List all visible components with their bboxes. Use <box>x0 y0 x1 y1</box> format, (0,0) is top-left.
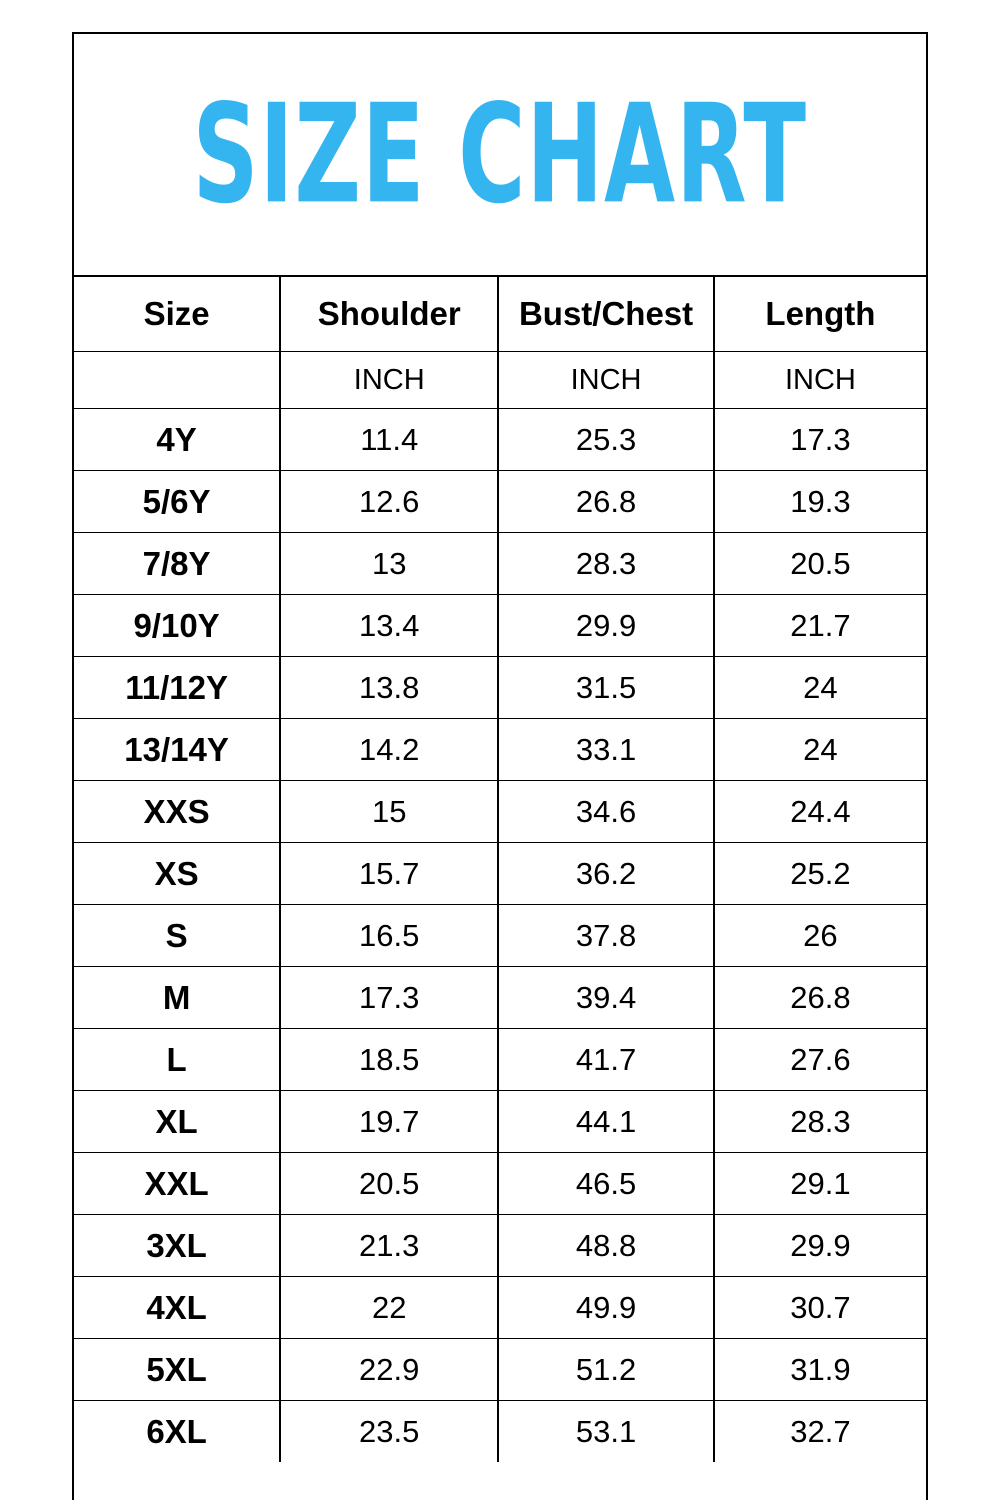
cell-size: 3XL <box>74 1215 280 1277</box>
cell-bust: 33.1 <box>498 719 714 781</box>
table-row <box>74 533 926 595</box>
cell-length: 26.8 <box>714 967 926 1029</box>
column-header-bust-chest: Bust/Chest <box>498 277 714 352</box>
cell-bust: 29.9 <box>498 595 714 657</box>
cell-shoulder: 17.3 <box>280 967 498 1029</box>
cell-length: 26 <box>714 905 926 967</box>
cell-length: 29.1 <box>714 1153 926 1215</box>
table-row <box>74 1215 926 1277</box>
size-chart-card <box>72 32 928 1500</box>
cell-bust: 36.2 <box>498 843 714 905</box>
cell-length: 28.3 <box>714 1091 926 1153</box>
table-row <box>74 967 926 1029</box>
cell-size: 5XL <box>74 1339 280 1401</box>
cell-shoulder: 13.8 <box>280 657 498 719</box>
cell-size: 4Y <box>74 409 280 471</box>
table-row <box>74 1277 926 1339</box>
table-row <box>74 719 926 781</box>
cell-length: 21.7 <box>714 595 926 657</box>
cell-shoulder: 19.7 <box>280 1091 498 1153</box>
cell-size: XXS <box>74 781 280 843</box>
column-header-size: Size <box>74 277 280 352</box>
cell-size: XL <box>74 1091 280 1153</box>
cell-bust: 51.2 <box>498 1339 714 1401</box>
cell-size: 9/10Y <box>74 595 280 657</box>
cell-length: 25.2 <box>714 843 926 905</box>
cell-size: 7/8Y <box>74 533 280 595</box>
cell-length: 30.7 <box>714 1277 926 1339</box>
cell-bust: 41.7 <box>498 1029 714 1091</box>
cell-size: 11/12Y <box>74 657 280 719</box>
column-header-length: Length <box>714 277 926 352</box>
cell-shoulder: 20.5 <box>280 1153 498 1215</box>
table-row <box>74 843 926 905</box>
table-units-row <box>74 352 926 409</box>
cell-shoulder: 15.7 <box>280 843 498 905</box>
cell-bust: 49.9 <box>498 1277 714 1339</box>
table-row <box>74 781 926 843</box>
cell-length: 17.3 <box>714 409 926 471</box>
cell-size: L <box>74 1029 280 1091</box>
cell-shoulder: 21.3 <box>280 1215 498 1277</box>
cell-length: 19.3 <box>714 471 926 533</box>
cell-length: 32.7 <box>714 1401 926 1463</box>
cell-length: 24 <box>714 719 926 781</box>
cell-shoulder: 11.4 <box>280 409 498 471</box>
cell-size: 13/14Y <box>74 719 280 781</box>
title-area <box>74 34 926 277</box>
unit-cell-size <box>74 352 280 409</box>
column-header-shoulder: Shoulder <box>280 277 498 352</box>
page-title: SIZE CHART <box>192 75 808 234</box>
size-chart-table <box>74 277 926 1462</box>
cell-size: 5/6Y <box>74 471 280 533</box>
table-body <box>74 352 926 1463</box>
cell-bust: 25.3 <box>498 409 714 471</box>
unit-cell-bust-chest: INCH <box>498 352 714 409</box>
table-row <box>74 905 926 967</box>
cell-shoulder: 22.9 <box>280 1339 498 1401</box>
cell-size: XXL <box>74 1153 280 1215</box>
cell-shoulder: 13.4 <box>280 595 498 657</box>
cell-bust: 48.8 <box>498 1215 714 1277</box>
cell-shoulder: 13 <box>280 533 498 595</box>
cell-shoulder: 14.2 <box>280 719 498 781</box>
cell-bust: 46.5 <box>498 1153 714 1215</box>
cell-size: S <box>74 905 280 967</box>
unit-cell-shoulder: INCH <box>280 352 498 409</box>
cell-bust: 34.6 <box>498 781 714 843</box>
cell-length: 27.6 <box>714 1029 926 1091</box>
cell-size: 6XL <box>74 1401 280 1463</box>
table-row <box>74 1029 926 1091</box>
unit-cell-length: INCH <box>714 352 926 409</box>
table-row <box>74 409 926 471</box>
table-header <box>74 277 926 352</box>
cell-shoulder: 18.5 <box>280 1029 498 1091</box>
cell-size: M <box>74 967 280 1029</box>
cell-shoulder: 23.5 <box>280 1401 498 1463</box>
cell-bust: 37.8 <box>498 905 714 967</box>
cell-bust: 26.8 <box>498 471 714 533</box>
cell-bust: 31.5 <box>498 657 714 719</box>
cell-shoulder: 22 <box>280 1277 498 1339</box>
cell-length: 20.5 <box>714 533 926 595</box>
table-row <box>74 657 926 719</box>
table-row <box>74 1153 926 1215</box>
table-row <box>74 471 926 533</box>
table-row <box>74 1091 926 1153</box>
cell-bust: 44.1 <box>498 1091 714 1153</box>
cell-shoulder: 15 <box>280 781 498 843</box>
cell-shoulder: 12.6 <box>280 471 498 533</box>
cell-bust: 28.3 <box>498 533 714 595</box>
cell-length: 29.9 <box>714 1215 926 1277</box>
table-header-row <box>74 277 926 352</box>
cell-length: 31.9 <box>714 1339 926 1401</box>
cell-size: XS <box>74 843 280 905</box>
cell-bust: 53.1 <box>498 1401 714 1463</box>
cell-bust: 39.4 <box>498 967 714 1029</box>
cell-length: 24 <box>714 657 926 719</box>
cell-shoulder: 16.5 <box>280 905 498 967</box>
table-row <box>74 1401 926 1463</box>
table-row <box>74 595 926 657</box>
cell-length: 24.4 <box>714 781 926 843</box>
cell-size: 4XL <box>74 1277 280 1339</box>
table-row <box>74 1339 926 1401</box>
